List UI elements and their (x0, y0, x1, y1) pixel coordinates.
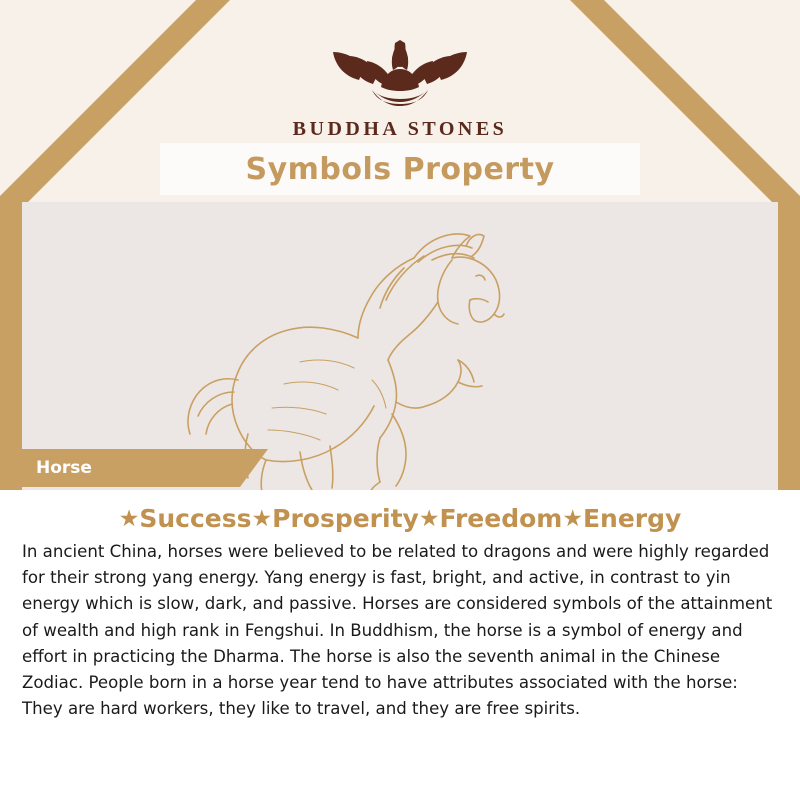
label-tag-notch (240, 449, 268, 487)
gold-side-bar-right (778, 202, 800, 490)
horse-line-drawing-icon (0, 202, 800, 490)
keyword-freedom: Freedom (439, 504, 563, 533)
star-icon: ★ (418, 506, 440, 532)
brand-logo (0, 18, 800, 141)
gold-side-bar-left (0, 202, 22, 490)
brand-name: BUDDHA STONES (292, 118, 508, 140)
lotus-meditation-figure-icon (315, 18, 485, 114)
description-paragraph: In ancient China, horses were believed to be related to dragons and were highly regarded for their strong yang energy. Yang energy is fast, bright, and active, in contrast to yin energy which is slow, dark, and passive. Horses are considered symbols of the attainment of wealth and high rank in Fengshui. In Buddhism, the horse is a symbol of energy and effort in practicing the Dharma. The horse is also the seventh animal in the Chinese Zodiac. People born in a horse year tend to have attributes associated with the horse: They are hard workers, they like to travel, and they are free spirits. (22, 542, 773, 719)
description-panel (0, 490, 800, 800)
star-icon: ★ (251, 506, 273, 532)
keyword-prosperity: Prosperity (272, 504, 419, 533)
animal-label-text: Horse (36, 458, 92, 478)
star-icon: ★ (562, 506, 583, 532)
keyword-list (22, 504, 778, 533)
keyword-energy: Energy (582, 504, 682, 533)
horse-illustration-area (0, 202, 800, 490)
page-title: Symbols Property (245, 151, 555, 187)
title-banner (160, 143, 640, 195)
keyword-success: Success (139, 504, 252, 533)
animal-label-tag (0, 449, 240, 487)
star-icon: ★ (118, 506, 140, 532)
